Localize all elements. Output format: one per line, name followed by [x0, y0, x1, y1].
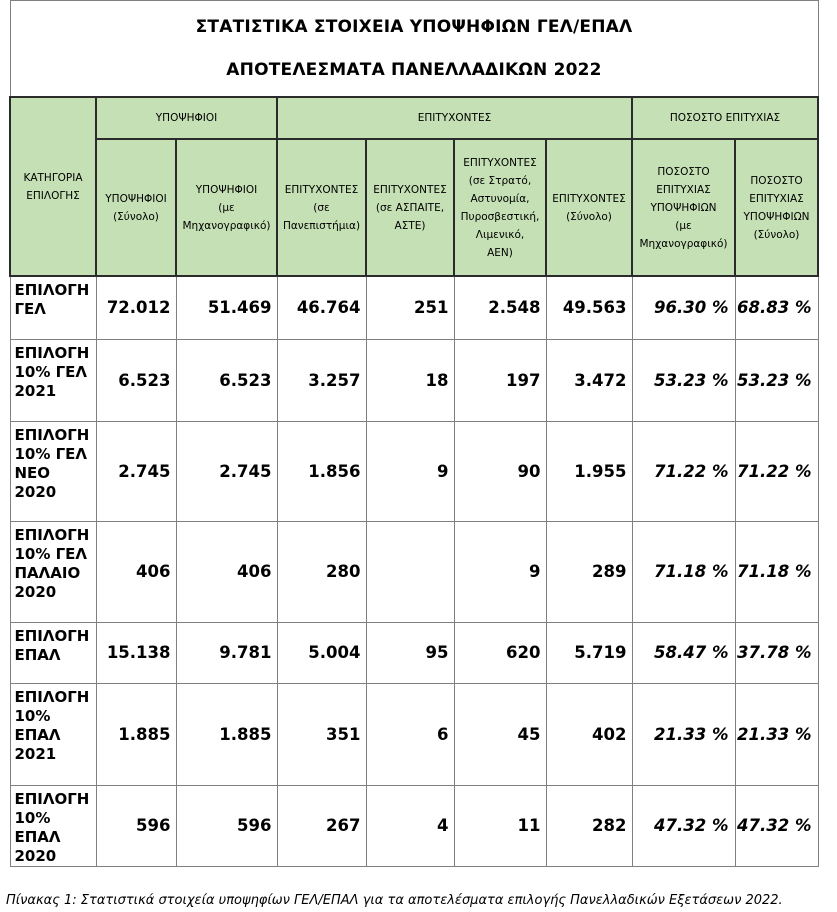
value-cell: 4 [366, 785, 454, 866]
header-group-candidates: ΥΠΟΨΗΦΙΟΙ [96, 97, 277, 139]
header-column-5: ΕΠΙΤΥΧΟΝΤΕΣ (σε Στρατό, Αστυνομία, Πυροσβεστική, Λιμενικό, ΑΕΝ) [454, 139, 546, 276]
row-category-label: ΕΠΙΛΟΓΗ ΓΕΛ [10, 276, 96, 339]
header-column-1: ΥΠΟΨΗΦΙΟΙ (Σύνολο) [96, 139, 176, 276]
value-cell: 6.523 [96, 339, 176, 421]
row-category-label: ΕΠΙΛΟΓΗ 10% ΓΕΛ 2021 [10, 339, 96, 421]
success-rate-cell: 47.32 % [735, 785, 818, 866]
header-category: ΚΑΤΗΓΟΡΙΑ ΕΠΙΛΟΓΗΣ [10, 97, 96, 276]
value-cell: 18 [366, 339, 454, 421]
success-rate-cell: 71.18 % [632, 521, 735, 622]
success-rate-cell: 71.22 % [632, 421, 735, 521]
header-column-6: ΕΠΙΤΥΧΟΝΤΕΣ (Σύνολο) [546, 139, 632, 276]
subheader-row [10, 139, 818, 276]
value-cell: 197 [454, 339, 546, 421]
row-category-label: ΕΠΙΛΟΓΗ 10% ΕΠΑΛ 2021 [10, 683, 96, 785]
value-cell: 5.719 [546, 622, 632, 683]
value-cell: 620 [454, 622, 546, 683]
value-cell: 6 [366, 683, 454, 785]
row-category-label: ΕΠΙΛΟΓΗ 10% ΕΠΑΛ 2020 [10, 785, 96, 866]
value-cell: 596 [96, 785, 176, 866]
value-cell: 406 [96, 521, 176, 622]
table-row [10, 785, 818, 866]
table-row [10, 339, 818, 421]
table-row [10, 622, 818, 683]
success-rate-cell: 71.18 % [735, 521, 818, 622]
row-category-label: ΕΠΙΛΟΓΗ 10% ΓΕΛ ΝΕΟ 2020 [10, 421, 96, 521]
value-cell: 406 [176, 521, 277, 622]
value-cell: 9.781 [176, 622, 277, 683]
header-group-success-rate: ΠΟΣΟΣΤΟ ΕΠΙΤΥΧΙΑΣ [632, 97, 818, 139]
value-cell: 1.885 [96, 683, 176, 785]
value-cell: 351 [277, 683, 366, 785]
table-row [10, 683, 818, 785]
value-cell: 9 [366, 421, 454, 521]
value-cell: 2.745 [96, 421, 176, 521]
value-cell: 1.856 [277, 421, 366, 521]
value-cell: 15.138 [96, 622, 176, 683]
success-rate-cell: 21.33 % [632, 683, 735, 785]
title-line-2: ΑΠΟΤΕΛΕΣΜΑΤΑ ΠΑΝΕΛΛΑΔΙΚΩΝ 2022 [226, 60, 602, 80]
value-cell: 5.004 [277, 622, 366, 683]
row-category-label: ΕΠΙΛΟΓΗ ΕΠΑΛ [10, 622, 96, 683]
title-line-1: ΣΤΑΤΙΣΤΙΚΑ ΣΤΟΙΧΕΙΑ ΥΠΟΨΗΦΙΩΝ ΓΕΛ/ΕΠΑΛ [195, 17, 633, 37]
header-column-2: ΥΠΟΨΗΦΙΟΙ (με Μηχανογραφικό) [176, 139, 277, 276]
value-cell: 95 [366, 622, 454, 683]
table-caption: Πίνακας 1: Στατιστικά στοιχεία υποψηφίων ΓΕΛ/ΕΠΑΛ για τα αποτελέσματα επιλογής Πανελλαδικών Εξετάσεων 2022. [6, 893, 783, 908]
value-cell: 3.257 [277, 339, 366, 421]
success-rate-cell: 21.33 % [735, 683, 818, 785]
value-cell: 280 [277, 521, 366, 622]
value-cell: 49.563 [546, 276, 632, 339]
value-cell: 289 [546, 521, 632, 622]
header-group-successful: ΕΠΙΤΥΧΟΝΤΕΣ [277, 97, 632, 139]
value-cell: 596 [176, 785, 277, 866]
table-title [10, 1, 818, 98]
success-rate-cell: 53.23 % [632, 339, 735, 421]
value-cell: 6.523 [176, 339, 277, 421]
success-rate-cell: 47.32 % [632, 785, 735, 866]
value-cell: 2.745 [176, 421, 277, 521]
row-category-label: ΕΠΙΛΟΓΗ 10% ΓΕΛ ΠΑΛΑΙΟ 2020 [10, 521, 96, 622]
table-row [10, 421, 818, 521]
table-row [10, 521, 818, 622]
value-cell: 2.548 [454, 276, 546, 339]
header-column-7: ΠΟΣΟΣΤΟ ΕΠΙΤΥΧΙΑΣ ΥΠΟΨΗΦΙΩΝ (με Μηχανογραφικό) [632, 139, 735, 276]
value-cell: 402 [546, 683, 632, 785]
statistics-table [9, 0, 819, 867]
value-cell: 282 [546, 785, 632, 866]
value-cell: 267 [277, 785, 366, 866]
value-cell: 9 [454, 521, 546, 622]
success-rate-cell: 71.22 % [735, 421, 818, 521]
success-rate-cell: 58.47 % [632, 622, 735, 683]
header-column-3: ΕΠΙΤΥΧΟΝΤΕΣ (σε Πανεπιστήμια) [277, 139, 366, 276]
value-cell [366, 521, 454, 622]
value-cell: 45 [454, 683, 546, 785]
success-rate-cell: 53.23 % [735, 339, 818, 421]
header-column-8: ΠΟΣΟΣΤΟ ΕΠΙΤΥΧΙΑΣ ΥΠΟΨΗΦΙΩΝ (Σύνολο) [735, 139, 818, 276]
header-column-4: ΕΠΙΤΥΧΟΝΤΕΣ (σε ΑΣΠΑΙΤΕ, ΑΣΤΕ) [366, 139, 454, 276]
value-cell: 1.885 [176, 683, 277, 785]
value-cell: 11 [454, 785, 546, 866]
success-rate-cell: 68.83 % [735, 276, 818, 339]
value-cell: 51.469 [176, 276, 277, 339]
success-rate-cell: 37.78 % [735, 622, 818, 683]
value-cell: 46.764 [277, 276, 366, 339]
table-row [10, 276, 818, 339]
value-cell: 90 [454, 421, 546, 521]
success-rate-cell: 96.30 % [632, 276, 735, 339]
value-cell: 1.955 [546, 421, 632, 521]
value-cell: 251 [366, 276, 454, 339]
value-cell: 72.012 [96, 276, 176, 339]
value-cell: 3.472 [546, 339, 632, 421]
statistics-table-container [9, 0, 817, 867]
